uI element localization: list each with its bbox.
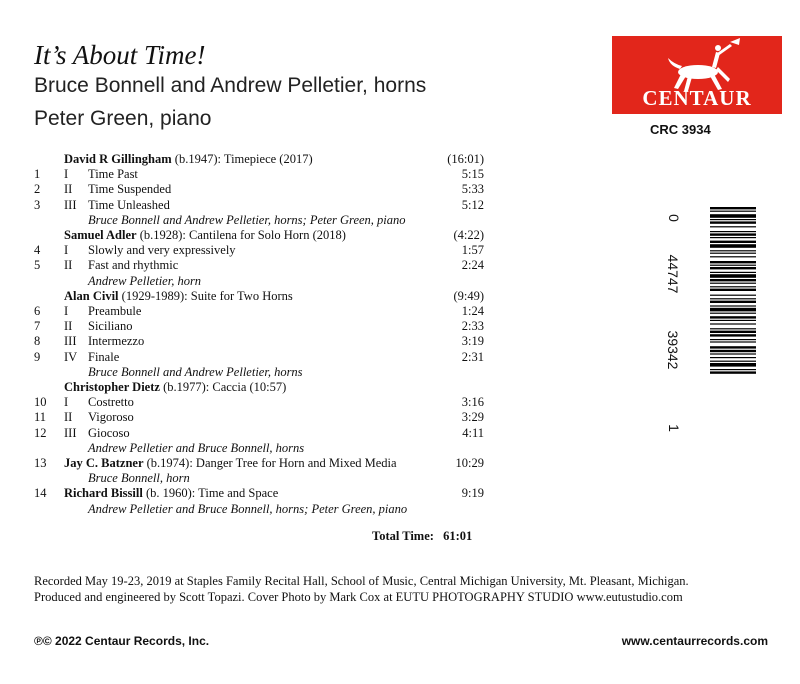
composer-name: David R Gillingham	[64, 152, 172, 166]
track-time: 1:57	[461, 243, 484, 258]
movement-title: Siciliano	[88, 319, 133, 334]
barcode-bar	[710, 279, 756, 281]
barcode-bar	[710, 363, 756, 367]
barcode-bar	[710, 237, 756, 238]
barcode-bar	[710, 357, 756, 358]
movement-title: Fast and rhythmic	[88, 258, 179, 273]
track-row	[0, 395, 620, 410]
barcode-bar	[710, 323, 756, 324]
track-time: 2:24	[461, 258, 484, 273]
track-time: 5:12	[461, 197, 484, 212]
barcode-bar	[710, 308, 756, 312]
barcode	[665, 205, 758, 439]
movement-title: Giocoso	[88, 425, 130, 440]
track-number: 3	[34, 197, 41, 212]
barcode-digits-group2: 39342	[665, 330, 681, 370]
track-number: 11	[34, 410, 47, 425]
barcode-bar	[710, 274, 756, 278]
work-performers	[0, 502, 620, 517]
barcode-bar	[710, 334, 756, 336]
barcode-bar	[710, 267, 756, 269]
barcode-bar	[710, 298, 756, 299]
barcode-bar	[710, 207, 756, 209]
track-time: 2:31	[461, 349, 484, 364]
barcode-bar	[710, 219, 756, 220]
movement-numeral: III	[64, 334, 77, 349]
barcode-bars	[688, 205, 758, 439]
performers-credit: Bruce Bonnell and Andrew Pelletier, horns; Peter Green, piano	[88, 212, 406, 227]
work-details: (b.1974): Danger Tree for Horn and Mixed Media	[143, 456, 397, 470]
catalog-number: CRC 3934	[650, 122, 711, 137]
movement-numeral: I	[64, 243, 69, 258]
track-number: 12	[34, 425, 47, 440]
barcode-bar	[710, 221, 756, 223]
work-title	[64, 152, 313, 167]
track-time: 5:33	[461, 182, 484, 197]
performers-credit: Andrew Pelletier and Bruce Bonnell, horns	[88, 440, 305, 455]
barcode-bar	[710, 361, 756, 362]
work-heading	[0, 228, 620, 243]
track-number: 4	[34, 243, 41, 258]
work-duration: 10:29	[455, 456, 484, 470]
work-performers	[0, 441, 620, 456]
recording-credits	[34, 573, 689, 605]
movement-title: Preambule	[88, 304, 142, 318]
barcode-bar	[710, 341, 756, 342]
track-number: 10	[34, 395, 47, 410]
barcode-bar	[710, 283, 756, 284]
composer-name: Alan Civil	[64, 288, 119, 303]
track-row	[0, 182, 620, 197]
movement-title: Time Unleashed	[88, 197, 170, 212]
centaur-logo	[612, 36, 782, 114]
movement-numeral: I	[64, 304, 69, 318]
barcode-bar	[710, 214, 756, 218]
album-pianist: Peter Green, piano	[34, 107, 212, 130]
work-heading	[0, 152, 620, 167]
composer-name: Jay C. Batzner	[64, 456, 144, 470]
barcode-bar	[710, 295, 756, 296]
track-time: 3:29	[461, 410, 484, 425]
barcode-bar	[710, 253, 756, 254]
barcode-bar	[710, 211, 756, 212]
barcode-bar	[710, 256, 756, 257]
track-time: 3:16	[461, 395, 484, 410]
track-row	[0, 319, 620, 334]
barcode-bar	[710, 261, 756, 263]
composer-name: Christopher Dietz	[64, 380, 160, 394]
work-duration: 9:19	[461, 486, 484, 501]
barcode-bar	[710, 305, 756, 306]
movement-numeral: II	[64, 410, 73, 425]
work-heading	[0, 380, 620, 395]
work-performers	[0, 213, 620, 228]
album-title: It’s About Time!	[34, 40, 206, 70]
movement-title: Slowly and very expressively	[88, 243, 236, 258]
barcode-digit-check: 1	[666, 424, 682, 432]
work-duration: (9:49)	[453, 288, 484, 303]
barcode-bar	[710, 301, 756, 303]
work-duration: (4:22)	[453, 228, 484, 242]
credits-production-line: Produced and engineered by Scott Topazi. Cover Photo by Mark Cox at EUTU PHOTOGRAPHY STUDIO www.eutustudio.com	[34, 590, 683, 604]
track-number: 7	[34, 319, 41, 334]
work-details: (b.1977): Caccia (10:57)	[159, 380, 287, 394]
performers-credit: Andrew Pelletier, horn	[88, 273, 202, 288]
track-time: 1:24	[461, 304, 484, 318]
movement-numeral: II	[64, 319, 73, 334]
performers-credit: Bruce Bonnell and Andrew Pelletier, horns	[88, 364, 303, 379]
movement-numeral: II	[64, 258, 73, 273]
barcode-bar	[710, 265, 756, 266]
composer-name: Samuel Adler	[64, 228, 137, 242]
track-number: 14	[34, 486, 47, 501]
work-details: (b.1928): Cantilena for Solo Horn (2018)	[136, 228, 346, 242]
performers-credit: Bruce Bonnell, horn	[88, 471, 190, 486]
track-row	[0, 334, 620, 349]
work-details: (b.1947): Timepiece (2017)	[171, 152, 313, 166]
total-time-label: Total Time:	[372, 529, 434, 543]
barcode-bar	[710, 244, 756, 248]
track-row	[0, 350, 620, 365]
track-number: 13	[34, 456, 47, 470]
total-time-value: 61:01	[443, 529, 473, 543]
work-performers	[0, 274, 620, 289]
movement-title: Time Suspended	[88, 182, 172, 197]
barcode-bar	[710, 313, 756, 314]
barcode-bar	[710, 272, 756, 273]
movement-title: Finale	[88, 349, 120, 364]
track-time: 4:11	[462, 425, 484, 440]
work-title	[64, 486, 278, 501]
barcode-bar	[710, 241, 756, 243]
movement-title: Vigoroso	[88, 410, 134, 425]
barcode-bar	[710, 331, 756, 333]
track-row	[0, 410, 620, 425]
work-title	[64, 228, 346, 243]
barcode-bar	[710, 371, 756, 373]
barcode-bar	[710, 231, 756, 232]
work-title	[64, 380, 286, 395]
performers-credit: Andrew Pelletier and Bruce Bonnell, horns; Peter Green, piano	[88, 501, 408, 516]
barcode-bar	[710, 350, 756, 352]
movement-numeral: IV	[64, 349, 78, 364]
barcode-bar	[710, 233, 756, 235]
track-number: 1	[34, 167, 41, 182]
work-details: (1929-1989): Suite for Two Horns	[118, 288, 293, 303]
barcode-bar	[710, 250, 756, 251]
label-website: www.centaurrecords.com	[621, 634, 768, 648]
movement-numeral: I	[64, 167, 69, 182]
work-details: (b. 1960): Time and Space	[142, 486, 279, 501]
track-time: 5:15	[461, 167, 484, 182]
track-number: 9	[34, 349, 41, 364]
barcode-digit-lead: 0	[666, 214, 682, 222]
movement-numeral: III	[64, 197, 77, 212]
copyright-notice: ℗© 2022 Centaur Records, Inc.	[34, 634, 210, 648]
composer-name: Richard Bissill	[64, 486, 143, 501]
barcode-bar	[710, 353, 756, 354]
track-number: 6	[34, 304, 41, 318]
track-row	[0, 258, 620, 273]
work-duration: (16:01)	[447, 152, 484, 166]
credits-recording-line: Recorded May 19-23, 2019 at Staples Family Recital Hall, School of Music, Central Michigan University, Mt. Pleasant, Michigan.	[34, 574, 689, 588]
work-title	[64, 456, 397, 471]
track-row	[0, 167, 620, 182]
barcode-bar	[710, 328, 756, 329]
barcode-bar	[710, 286, 756, 287]
track-row	[0, 198, 620, 213]
album-performers: Bruce Bonnell and Andrew Pelletier, horns	[34, 74, 427, 97]
work-performers	[0, 365, 620, 380]
barcode-bar	[710, 226, 756, 227]
logo-wordmark: CENTAUR	[642, 86, 752, 110]
barcode-bar	[710, 316, 756, 318]
track-time: 2:33	[461, 319, 484, 334]
barcode-bar	[710, 320, 756, 321]
track-number: 5	[34, 258, 41, 273]
movement-numeral: II	[64, 182, 73, 197]
movement-title: Time Past	[88, 167, 138, 182]
work-title	[64, 289, 293, 304]
movement-numeral: I	[64, 395, 69, 410]
track-row	[0, 304, 620, 319]
work-heading	[0, 289, 620, 304]
total-time	[372, 529, 472, 544]
barcode-bar	[710, 339, 756, 340]
track-time: 3:19	[461, 334, 484, 349]
track-row	[0, 426, 620, 441]
barcode-bar	[710, 289, 756, 291]
barcode-bar	[710, 346, 756, 348]
track-row	[0, 243, 620, 258]
work-heading	[0, 486, 620, 501]
movement-title: Intermezzo	[88, 334, 145, 349]
track-number: 8	[34, 334, 41, 349]
barcode-digits-group1: 44747	[665, 254, 681, 294]
work-performers	[0, 471, 620, 486]
barcode-bar	[710, 369, 756, 370]
track-number: 2	[34, 182, 41, 197]
movement-title: Costretto	[88, 395, 134, 410]
movement-numeral: III	[64, 425, 77, 440]
work-heading	[0, 456, 620, 471]
